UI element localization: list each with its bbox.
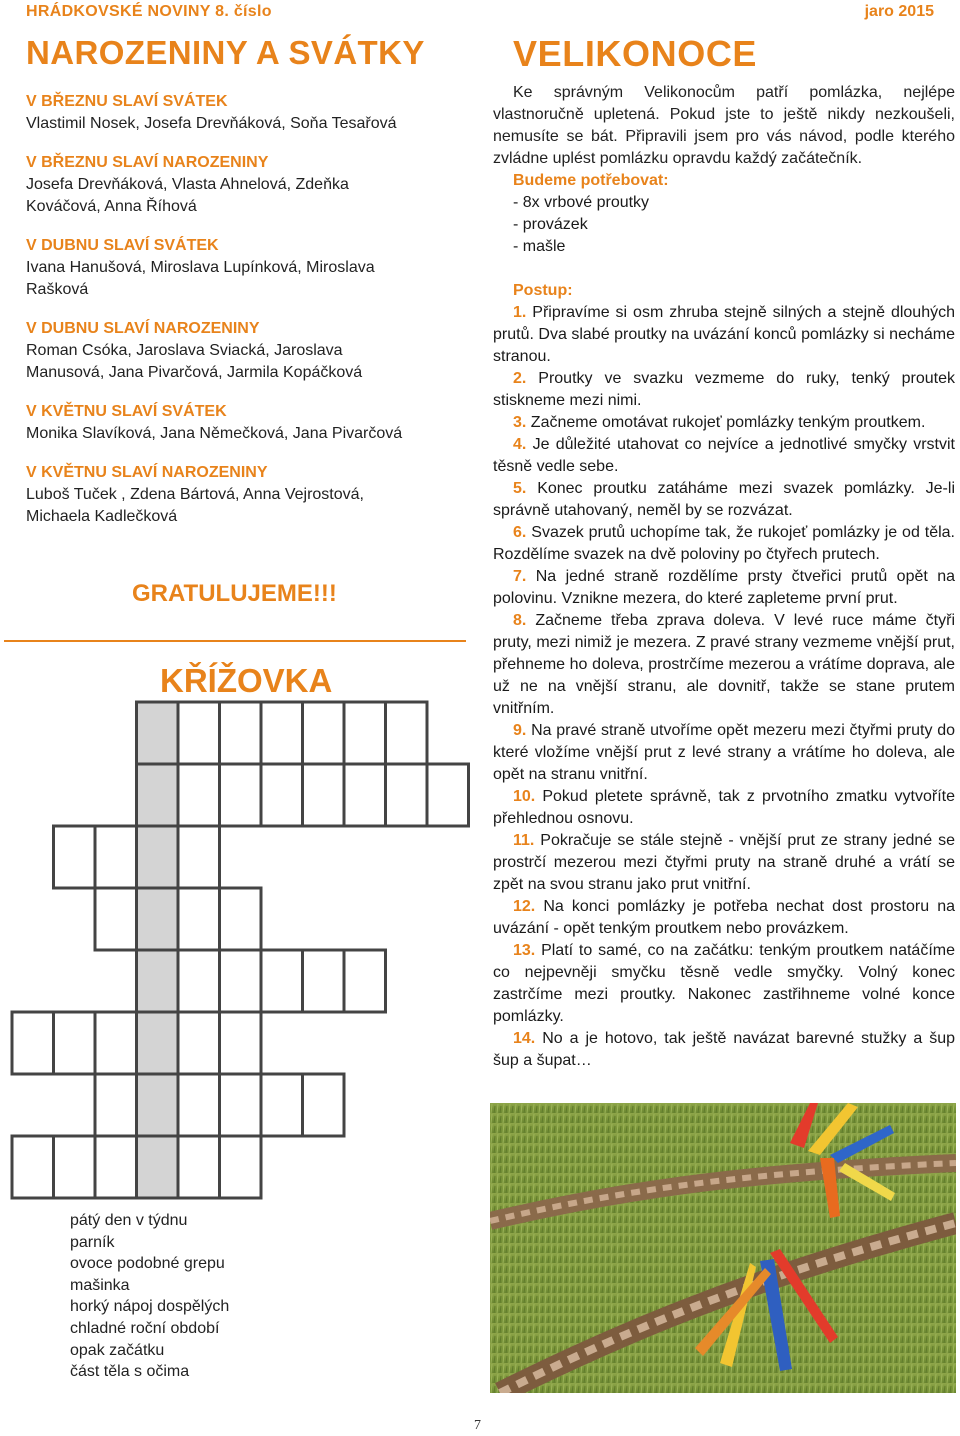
section-heading: V BŘEZNU SLAVÍ SVÁTEK bbox=[26, 93, 228, 110]
crossword-cell[interactable] bbox=[261, 764, 303, 826]
crossword-cell[interactable] bbox=[220, 950, 262, 1012]
step-number: 9. bbox=[513, 722, 527, 739]
section-names: Luboš Tuček , Zdena Bártová, Anna Vejrostová, bbox=[26, 486, 364, 503]
section-heading: V DUBNU SLAVÍ SVÁTEK bbox=[26, 237, 219, 254]
section-names: Ivana Hanušová, Miroslava Lupínková, Miroslava bbox=[26, 259, 375, 276]
section-names: Kováčová, Anna Říhová bbox=[26, 198, 197, 215]
crossword-cell[interactable] bbox=[220, 702, 262, 764]
clue-item: horký nápoj dospělých bbox=[70, 1298, 230, 1316]
section-names: Manusová, Jana Pivarčová, Jarmila Kopáčková bbox=[26, 364, 363, 381]
procedure-step bbox=[493, 566, 955, 610]
step-number: 10. bbox=[513, 788, 536, 805]
step-text: Připravíme si osm zhruba stejně silných a stejně dlouhých prutů. Dva slabé proutky na uvázání konců pomlázky si necháme stranou. bbox=[493, 304, 956, 365]
step-text: No a je hotovo, tak ještě navázat barevné stužky a šup šup a šupat… bbox=[493, 1030, 955, 1069]
procedure-step bbox=[493, 786, 955, 830]
procedure-step bbox=[493, 434, 955, 478]
crossword-cell[interactable] bbox=[261, 702, 303, 764]
step-text: Pokračuje se stále stejně - vnější prut ze strany jedné se prostrčí mezerou mezi čtyřmi pruty na straně druhé a vrátí se zpět na svou stranu jako prut vnitřní. bbox=[493, 832, 955, 893]
step-number: 14. bbox=[513, 1030, 536, 1047]
procedure-steps bbox=[493, 302, 955, 1072]
procedure-step bbox=[493, 830, 955, 896]
crossword-cell[interactable] bbox=[54, 826, 96, 888]
birthdays-column bbox=[26, 33, 471, 545]
crossword-cell[interactable] bbox=[220, 1136, 262, 1198]
crossword-cell[interactable] bbox=[137, 1012, 179, 1074]
crossword-cell[interactable] bbox=[137, 1136, 179, 1198]
crossword-cell[interactable] bbox=[137, 950, 179, 1012]
crossword-cell[interactable] bbox=[95, 888, 137, 950]
clue-item: ovoce podobné grepu bbox=[70, 1255, 225, 1273]
section-march-birthday bbox=[26, 152, 471, 218]
step-number: 11. bbox=[513, 832, 535, 849]
procedure-step bbox=[493, 720, 955, 786]
crossword-cell[interactable] bbox=[220, 888, 262, 950]
crossword-cell[interactable] bbox=[12, 1136, 54, 1198]
crossword-svg bbox=[10, 700, 476, 1205]
crossword-cell[interactable] bbox=[95, 1074, 137, 1136]
section-names: Rašková bbox=[26, 281, 89, 298]
step-number: 13. bbox=[513, 942, 536, 959]
clue-item: mašinka bbox=[70, 1276, 130, 1294]
crossword-cell[interactable] bbox=[12, 1012, 54, 1074]
clue-item: část těla s očima bbox=[70, 1363, 190, 1381]
section-heading: V KVĚTNU SLAVÍ SVÁTEK bbox=[26, 403, 227, 420]
step-text: Pokud pletete správně, tak z prvotního zmatku vytvoříte přehlednou osnovu. bbox=[493, 788, 955, 827]
step-number: 8. bbox=[513, 612, 527, 629]
crossword-cell[interactable] bbox=[178, 888, 220, 950]
procedure-step bbox=[493, 522, 955, 566]
crossword-title: KŘÍŽOVKA bbox=[160, 662, 333, 699]
crossword-cell[interactable] bbox=[261, 1074, 303, 1136]
crossword-cell[interactable] bbox=[178, 764, 220, 826]
crossword-cell[interactable] bbox=[54, 1012, 96, 1074]
step-text: Konec proutku zatáháme mezi svazek pomlázky. Je-li správně utahovaný, neměl by se rozvázat. bbox=[493, 480, 955, 519]
crossword-cell[interactable] bbox=[220, 1074, 262, 1136]
procedure-step bbox=[493, 368, 955, 412]
section-names: Vlastimil Nosek, Josefa Drevňáková, Soňa Tesařová bbox=[26, 115, 397, 132]
section-names: Josefa Drevňáková, Vlasta Ahnelová, Zdeňka bbox=[26, 176, 349, 193]
birthdays-title: NAROZENINY A SVÁTKY bbox=[26, 34, 425, 71]
crossword-cell[interactable] bbox=[386, 764, 428, 826]
crossword-cell[interactable] bbox=[95, 1012, 137, 1074]
clue-item: parník bbox=[70, 1233, 115, 1251]
section-names: Michaela Kadlečková bbox=[26, 508, 178, 525]
crossword-cell[interactable] bbox=[137, 1074, 179, 1136]
procedure-step bbox=[493, 412, 955, 434]
step-text: Začneme třeba zprava doleva. V levé ruce máme čtyři pruty, mezi nimiž je mezera. Z pravé strany vezmeme vnější prut, přehneme ho doleva, prostrčíme mezerou a vrátíme doprava, ale už ne na vnější stranu, ale dovnitř, takže se stane prutem vnitřním. bbox=[493, 612, 955, 717]
procedure-step bbox=[493, 478, 955, 522]
crossword-cell[interactable] bbox=[344, 764, 386, 826]
crossword-cell[interactable] bbox=[137, 702, 179, 764]
step-text: Svazek prutů uchopíme tak, že rukojeť pomlázky je od těla. Rozdělíme svazek na dvě poloviny po čtyřech prutech. bbox=[493, 524, 956, 563]
crossword-cell[interactable] bbox=[178, 702, 220, 764]
article-title: VELIKONOCE bbox=[513, 33, 758, 74]
crossword-cell[interactable] bbox=[344, 950, 386, 1012]
crossword-cell[interactable] bbox=[95, 1136, 137, 1198]
crossword-cell[interactable] bbox=[178, 1074, 220, 1136]
page-number: 7 bbox=[474, 1418, 481, 1433]
crossword-cell[interactable] bbox=[386, 702, 428, 764]
section-may-nameday bbox=[26, 401, 471, 445]
step-text: Na jedné straně rozdělíme prsty čtveřici prutů opět na polovinu. Vznikne mezera, do které zapleteme první prut. bbox=[493, 568, 955, 607]
material-item: - 8x vrbové proutky bbox=[513, 194, 650, 211]
step-text: Proutky ve svazku vezmeme do ruky, tenký proutek stiskneme mezi nimi. bbox=[493, 370, 955, 409]
clue-item: opak začátku bbox=[70, 1341, 165, 1359]
step-text: Je důležité utahovat co nejvíce a jednotlivé smyčky vrstvit těsně vedle sebe. bbox=[493, 436, 956, 475]
section-names: Roman Csóka, Jaroslava Sviacká, Jaroslava bbox=[26, 342, 343, 359]
section-may-birthday bbox=[26, 462, 471, 528]
procedure-step bbox=[493, 896, 955, 940]
crossword-cell[interactable] bbox=[178, 1012, 220, 1074]
crossword-cell[interactable] bbox=[137, 888, 179, 950]
clue-item: pátý den v týdnu bbox=[70, 1212, 188, 1229]
crossword-cell[interactable] bbox=[303, 950, 345, 1012]
procedure-step bbox=[493, 610, 955, 720]
crossword-cell[interactable] bbox=[303, 764, 345, 826]
newspaper-title: HRÁDKOVSKÉ NOVINY 8. číslo bbox=[26, 3, 272, 20]
step-text: Na konci pomlázky je potřeba nechat dost prostoru na uvázání - opět tenkým proutkem nebo provázkem. bbox=[493, 898, 956, 937]
section-heading: V KVĚTNU SLAVÍ NAROZENINY bbox=[26, 464, 268, 481]
crossword-cell[interactable] bbox=[261, 950, 303, 1012]
crossword-cell[interactable] bbox=[178, 826, 220, 888]
crossword-cell[interactable] bbox=[54, 1136, 96, 1198]
step-number: 7. bbox=[513, 568, 527, 585]
section-divider bbox=[4, 640, 466, 642]
crossword-cell[interactable] bbox=[178, 950, 220, 1012]
issue-season: jaro 2015 bbox=[864, 3, 934, 20]
step-number: 5. bbox=[513, 480, 527, 497]
material-item: - provázek bbox=[513, 216, 588, 233]
pomlazka-photo bbox=[490, 1103, 956, 1393]
crossword-cell[interactable] bbox=[427, 764, 469, 826]
crossword-cell[interactable] bbox=[344, 702, 386, 764]
section-heading: V DUBNU SLAVÍ NAROZENINY bbox=[26, 320, 260, 337]
congratulations-text: GRATULUJEME!!! bbox=[132, 580, 337, 607]
step-number: 3. bbox=[513, 414, 527, 431]
clue-item: chladné roční období bbox=[70, 1319, 220, 1337]
pomlazka-image bbox=[490, 1103, 956, 1393]
step-number: 4. bbox=[513, 436, 527, 453]
step-number: 2. bbox=[513, 370, 527, 387]
crossword-cell[interactable] bbox=[95, 826, 137, 888]
section-heading: V BŘEZNU SLAVÍ NAROZENINY bbox=[26, 154, 269, 171]
section-april-birthday bbox=[26, 318, 471, 384]
crossword-cell[interactable] bbox=[303, 1074, 345, 1136]
procedure-step bbox=[493, 302, 955, 368]
step-number: 12. bbox=[513, 898, 536, 915]
crossword-cell[interactable] bbox=[137, 826, 179, 888]
crossword-cell[interactable] bbox=[178, 1136, 220, 1198]
step-number: 6. bbox=[513, 524, 527, 541]
crossword-cell[interactable] bbox=[137, 764, 179, 826]
procedure-step bbox=[493, 1028, 955, 1072]
crossword-grid bbox=[10, 700, 476, 1205]
section-march-nameday bbox=[26, 91, 471, 135]
materials-heading: Budeme potřebovat: bbox=[513, 172, 669, 189]
crossword-cell[interactable] bbox=[303, 702, 345, 764]
easter-article bbox=[493, 34, 955, 1072]
material-item: - mašle bbox=[513, 238, 566, 255]
step-number: 1. bbox=[513, 304, 527, 321]
crossword-cell[interactable] bbox=[220, 1012, 262, 1074]
crossword-clues bbox=[70, 1210, 370, 1383]
step-text: Začneme omotávat rukojeť pomlázky tenkým proutkem. bbox=[530, 414, 926, 431]
step-text: Platí to samé, co na začátku: tenkým proutkem natáčíme co nejpevněji smyčku těsně vedle smyčky. Volný konec zastrčíme mezi proutky. Nakonec zastřihneme volné konce pomlázky. bbox=[493, 942, 955, 1025]
crossword-cell[interactable] bbox=[220, 764, 262, 826]
procedure-step bbox=[493, 940, 955, 1028]
step-text: Na pravé straně utvoříme opět mezeru mezi čtyřmi pruty do které vložíme vnější prut z levé strany a vrátíme ho doleva, ale opět na stranu vnitřní. bbox=[493, 722, 955, 783]
article-intro: Ke správným Velikonocům patří pomlázka, nejlépe vlastnoručně upletená. Pokud jste to ještě nikdy nezkoušeli, nemusíte se bát. Připravili jsem pro vás návod, podle kterého zvládne uplést pomlázku opravdu každý začátečník. bbox=[493, 84, 955, 167]
section-names: Monika Slavíková, Jana Němečková, Jana Pivarčová bbox=[26, 425, 403, 442]
procedure-heading: Postup: bbox=[513, 282, 573, 299]
section-april-nameday bbox=[26, 235, 471, 301]
